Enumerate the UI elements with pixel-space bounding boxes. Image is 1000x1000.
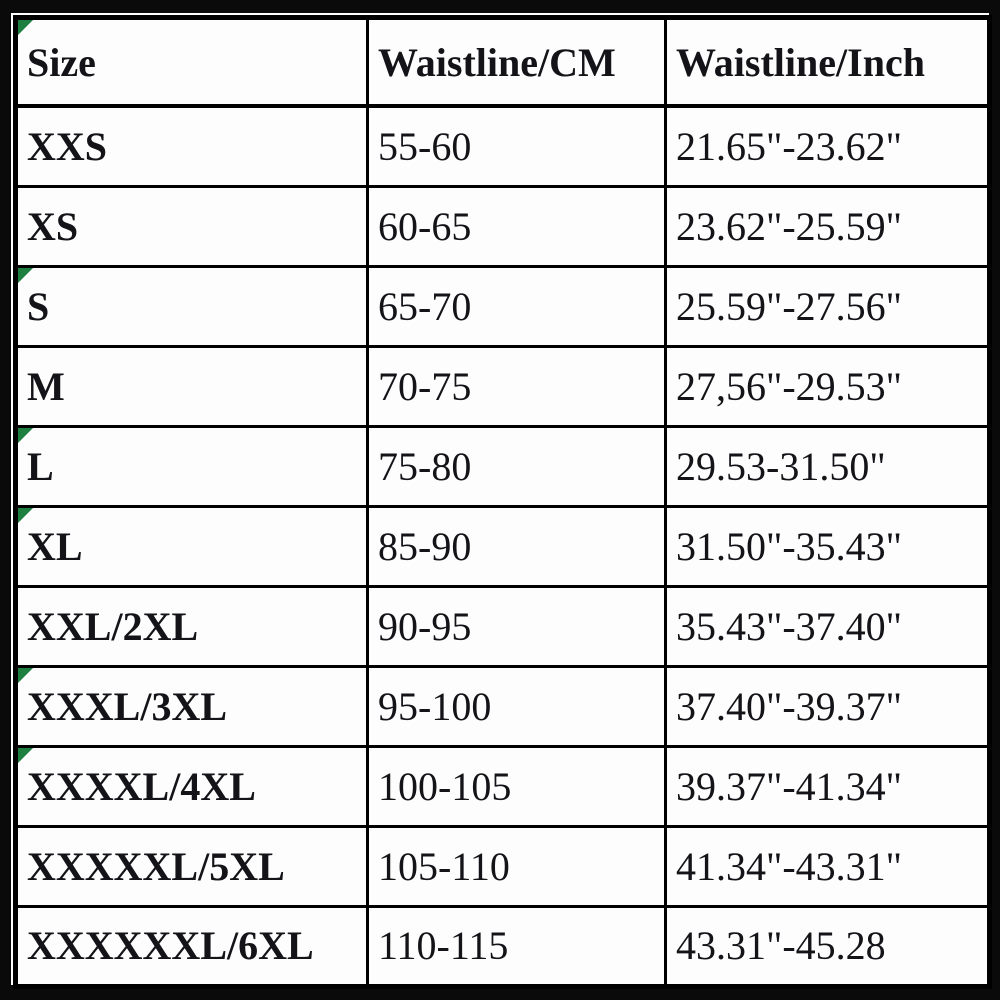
inch-cell-label: 21.65"-23.62": [676, 123, 902, 169]
cm-cell-label: 55-60: [378, 123, 472, 169]
size-cell: [16, 906, 368, 986]
header-cell-size: [16, 18, 368, 107]
inch-cell-label: 37.40"-39.37": [676, 683, 902, 729]
table-row: [16, 506, 990, 586]
cm-cell-label: 95-100: [378, 683, 492, 729]
inch-cell: [666, 266, 990, 346]
inch-cell-label: 25.59"-27.56": [676, 283, 902, 329]
cm-cell: [368, 906, 666, 986]
cm-cell: [368, 266, 666, 346]
inch-cell-label: 35.43"-37.40": [676, 603, 902, 649]
inch-cell: [666, 506, 990, 586]
size-cell-label: M: [27, 363, 65, 409]
cell-corner-marker-icon: [18, 668, 33, 683]
inch-cell: [666, 106, 990, 186]
size-cell-label: XXXXL/4XL: [27, 763, 256, 809]
size-cell: [16, 666, 368, 746]
table-row: [16, 906, 990, 986]
size-cell-label: XXXXXXL/6XL: [27, 923, 314, 968]
header-cm-label: Waistline/CM: [378, 39, 616, 85]
inch-cell: [666, 666, 990, 746]
size-cell-label: XXS: [27, 123, 108, 169]
header-cell-waistline-cm: [368, 18, 666, 107]
size-cell-label: XXXXXL/5XL: [27, 843, 285, 889]
size-cell-label: XXXL/3XL: [27, 683, 228, 729]
cm-cell: [368, 666, 666, 746]
table-row: [16, 746, 990, 826]
cm-cell: [368, 106, 666, 186]
header-inch-label: Waistline/Inch: [676, 39, 925, 85]
header-cell-waistline-inch: [666, 18, 990, 107]
header-row: [16, 18, 990, 107]
inch-cell: [666, 586, 990, 666]
cm-cell: [368, 506, 666, 586]
inch-cell-label: 43.31"-45.28: [676, 923, 886, 968]
cm-cell: [368, 826, 666, 906]
cm-cell-label: 65-70: [378, 283, 472, 329]
cm-cell-label: 90-95: [378, 603, 472, 649]
table-row: [16, 106, 990, 186]
cell-corner-marker-icon: [18, 508, 33, 523]
size-chart-table: [13, 15, 992, 989]
inch-cell: [666, 186, 990, 266]
cm-cell: [368, 186, 666, 266]
size-cell: [16, 186, 368, 266]
inch-cell-label: 29.53-31.50": [676, 443, 886, 489]
size-cell-label: L: [27, 443, 54, 489]
cell-corner-marker-icon: [18, 20, 33, 35]
inch-cell-label: 31.50"-35.43": [676, 523, 902, 569]
cm-cell-label: 105-110: [378, 843, 510, 889]
size-cell: [16, 106, 368, 186]
size-cell-label: XXL/2XL: [27, 603, 199, 649]
size-cell-label: XL: [27, 523, 83, 569]
table-row: [16, 586, 990, 666]
cell-corner-marker-icon: [18, 268, 33, 283]
inch-cell-label: 41.34"-43.31": [676, 843, 902, 889]
table-body: [16, 106, 990, 986]
inch-cell: [666, 826, 990, 906]
header-size-label: Size: [27, 39, 96, 85]
table-row: [16, 426, 990, 506]
table-row: [16, 346, 990, 426]
table-row: [16, 186, 990, 266]
inch-cell-label: 27,56"-29.53": [676, 363, 902, 409]
size-cell: [16, 586, 368, 666]
inch-cell: [666, 746, 990, 826]
inch-cell: [666, 346, 990, 426]
size-cell: [16, 506, 368, 586]
size-cell-label: S: [27, 283, 50, 329]
cm-cell: [368, 746, 666, 826]
cm-cell-label: 85-90: [378, 523, 472, 569]
cm-cell: [368, 426, 666, 506]
size-cell: [16, 826, 368, 906]
cell-corner-marker-icon: [18, 748, 33, 763]
size-cell: [16, 346, 368, 426]
size-cell: [16, 266, 368, 346]
table-row: [16, 666, 990, 746]
cm-cell-label: 110-115: [378, 923, 509, 968]
size-cell: [16, 426, 368, 506]
inch-cell-label: 23.62"-25.59": [676, 203, 902, 249]
cm-cell-label: 100-105: [378, 763, 512, 809]
cm-cell-label: 75-80: [378, 443, 472, 489]
cm-cell: [368, 346, 666, 426]
inch-cell-label: 39.37"-41.34": [676, 763, 902, 809]
cm-cell-label: 70-75: [378, 363, 472, 409]
inch-cell: [666, 906, 990, 986]
table-row: [16, 826, 990, 906]
size-cell-label: XS: [27, 203, 79, 249]
inch-cell: [666, 426, 990, 506]
cell-corner-marker-icon: [18, 428, 33, 443]
page-background: [11, 13, 989, 985]
cm-cell: [368, 586, 666, 666]
size-cell: [16, 746, 368, 826]
table-row: [16, 266, 990, 346]
cm-cell-label: 60-65: [378, 203, 472, 249]
